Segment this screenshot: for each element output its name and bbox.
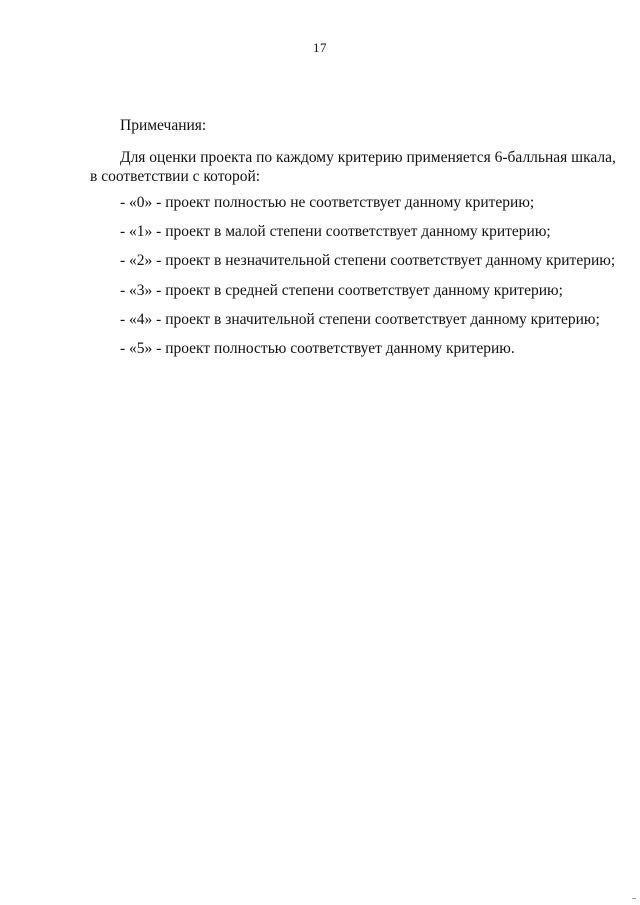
- intro-line-1: Для оценки проекта по каждому критерию применяется 6-балльная шкала,: [120, 149, 616, 166]
- scale-item-0: - «0» - проект полностью не соответствует данному критерию;: [120, 194, 535, 211]
- scale-item-3: - «3» - проект в средней степени соответствует данному критерию;: [120, 281, 563, 299]
- page-number: 17: [313, 40, 327, 55]
- scale-item-5: - «5» - проект полностью соответствует данному критерию.: [120, 339, 515, 357]
- scale-item-4: - «4» - проект в значительной степени соответствует данному критерию;: [120, 310, 600, 328]
- notes-heading: Примечания:: [120, 117, 207, 134]
- scale-item-1: - «1» - проект в малой степени соответствует данному критерию;: [120, 223, 551, 241]
- scan-edge-mark: [632, 898, 636, 899]
- notes-intro-paragraph: [90, 148, 630, 186]
- scale-item-2: - «2» - проект в незначительной степени соответствует данному критерию;: [120, 252, 616, 270]
- scoring-scale-list: [120, 193, 615, 368]
- intro-line-2: в соответствии с которой:: [90, 168, 261, 185]
